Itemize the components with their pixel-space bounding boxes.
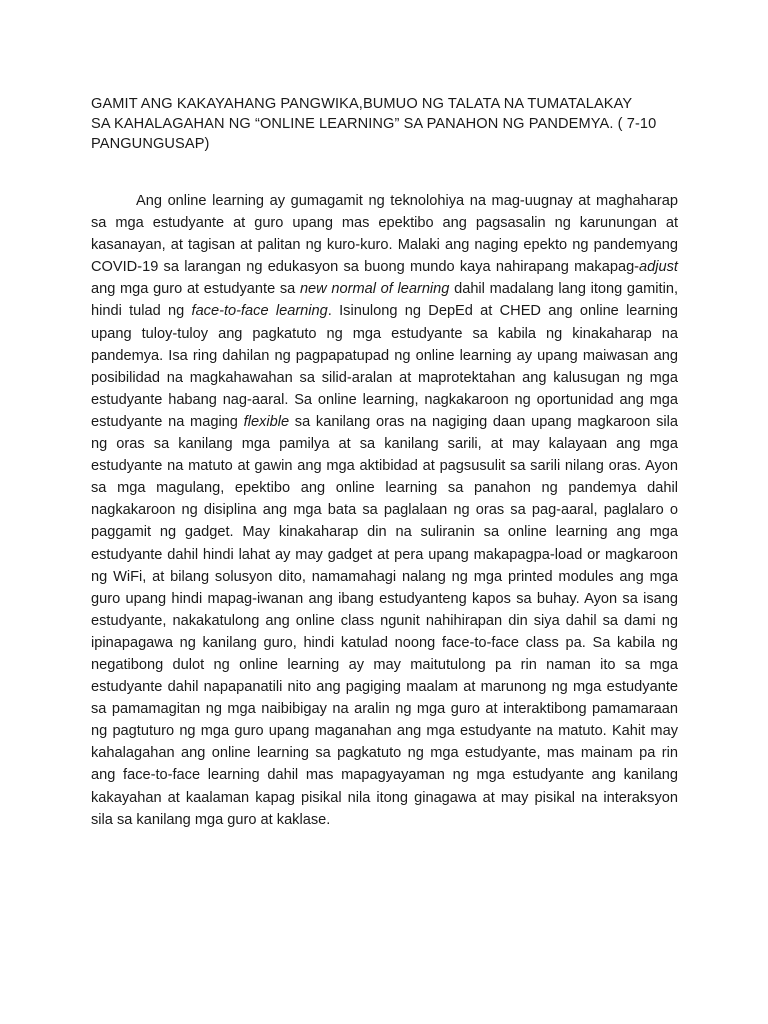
paragraph-segment: dahil madalang lang itong gamitin, hindi tulad ng xyxy=(91,281,679,320)
italic-term: adjust xyxy=(639,259,678,276)
paragraph-segment: ang mga guro at estudyante sa xyxy=(91,281,300,298)
paragraph-segment: sa kanilang oras na nagiging daan upang magkaroon sila ng oras sa kanilang mga pamilya at sa kanilang sarili, at may kalayaan ang mga estudyante na matuto at gawin ang mga aktibidad at pagsusulit sa sarili nilang oras. Ayon sa mga magulang, epektibo ang online learning sa panahon ng pandemya dahil nagkakaroon ng disiplina ang mga bata sa paglalaan ng oras sa pag-aaral, paglalaro o paggamit ng gadget. May kinakaharap din na suliranin sa online learning ang mga estudyante dahil hindi lahat ay may gadget at pera upang makapagpa-load or magkaroon ng WiFi, at bilang solusyon dito, namamahagi nalang ng mga printed modules ang mga guro upang hindi mapag-iwanan ang ibang estudyanteng kapos sa buhay. Ayon sa isang estudyante, nakakatulong ang online class ngunit nahihirapan din siya dahil sa dami ng ipinapagawa ng kanilang guro, hindi katulad noong face-to-face class pa. Sa kabila ng negatibong dulot ng online learning ay may maitutulong pa rin naman ito sa mga estudyante dahil napapanatili nito ang pagiging maalam at marunong ng mga estudyante sa pamamagitan ng mga naibibigay na aralin ng mga guro at interaktibong pamamaraan ng pagtuturo ng mga guro upang maganahan ang mga estudyante na matuto. Kahit may kahalagahan ang online learning sa pagkatuto ng mga estudyante, mas mainam pa rin ang face-to-face learning dahil mas mapagyayaman ng mga estudyante ang kanilang kakayahan at kaalaman kapag pisikal nila itong ginagawa at may pisikal na interaksyon sila sa kanilang mga guro at kaklase. xyxy=(91,413,679,828)
paragraph-segment: . Isinulong ng DepEd at CHED ang online learning upang tuloy-tuloy ang pagkatuto ng mga estudyante sa kabila ng kinakaharap na pandemya. Isa ring dahilan ng pagpapatupad ng online learning ay upang maiwasan ang posibilidad na magkahawahan sa silid-aralan at maprotektahan ang kalusugan ng mga estudyante habang nag-aaral. Sa online learning, nagkakaroon ng oportunidad ang mga estudyante na maging xyxy=(91,303,678,430)
assignment-heading: GAMIT ANG KAKAYAHANG PANGWIKA,BUMUO NG TALATA NA TUMATALAKAY SA KAHALAGAHAN NG “ONLINE LEARNING” SA PANAHON NG PANDEMYA. ( 7-10 PANGUNGUSAP) xyxy=(91,96,657,152)
essay-paragraph xyxy=(91,190,678,831)
italic-term: face-to-face learning xyxy=(191,303,328,320)
paragraph-segment: Ang online learning ay gumagamit ng teknolohiya na mag-uugnay at maghaharap sa mga estudyante at guro upang mas epektibo ang pagsasalin ng karunungan at kasanayan, at tagisan at palitan ng kuro-kuro. Malaki ang naging epekto ng pandemyang COVID-19 sa larangan ng edukasyon sa buong mundo kaya nahirapang makapag- xyxy=(91,193,678,276)
italic-term: flexible xyxy=(243,413,290,430)
italic-term: new normal of learning xyxy=(299,281,450,298)
